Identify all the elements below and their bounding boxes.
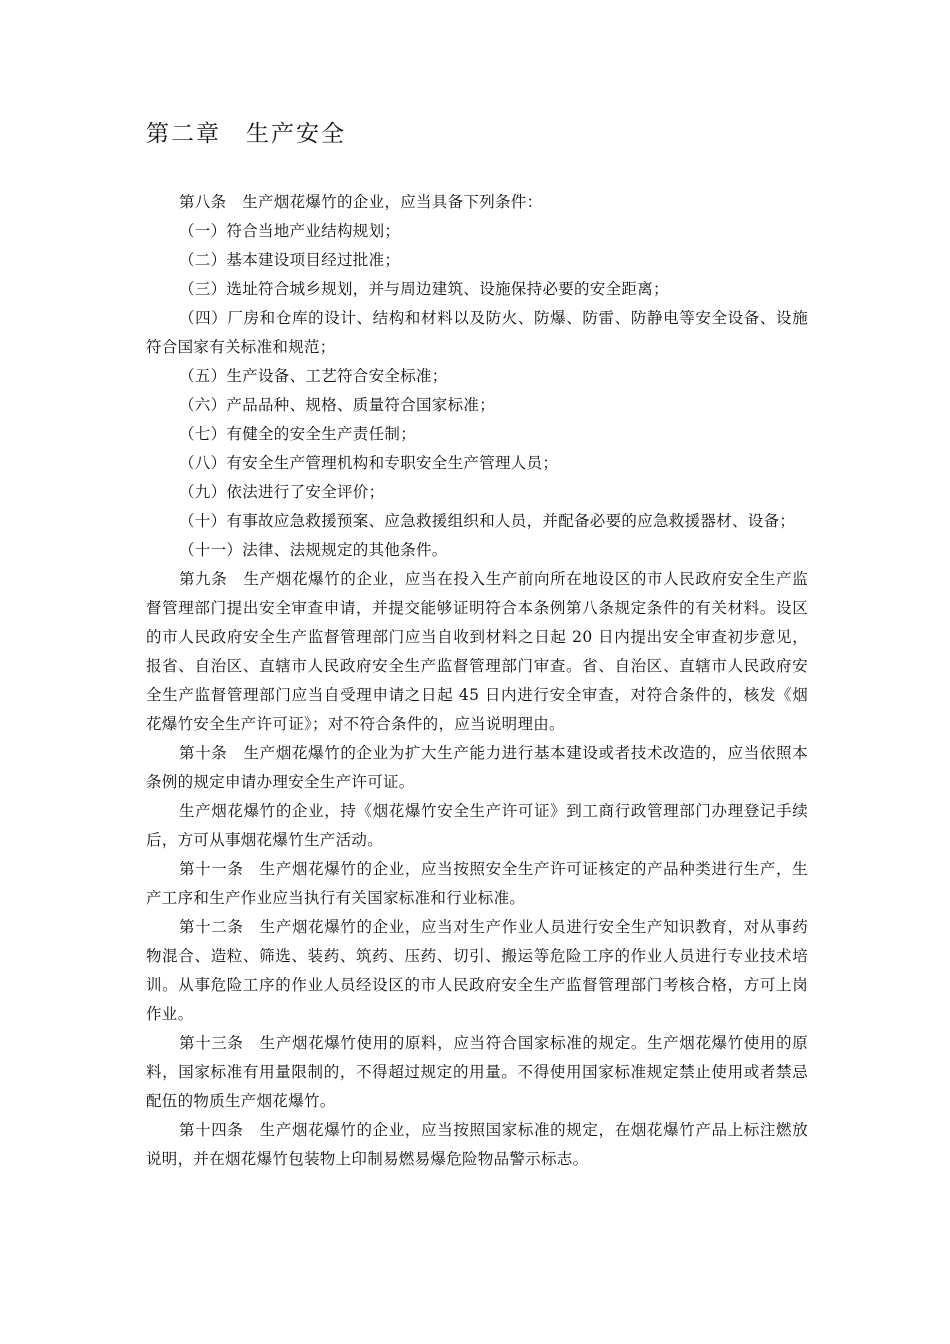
article-10-para-2: 生产烟花爆竹的企业，持《烟花爆竹安全生产许可证》到工商行政管理部门办理登记手续后，方可从事烟花爆竹生产活动。 [146,802,808,849]
chapter-body [146,188,808,1174]
article-8-item-3: （三）选址符合城乡规划，并与周边建筑、设施保持必要的安全距离； [179,280,669,298]
article-8-item-1: （一）符合当地产业结构规划； [179,222,401,240]
article-8-item-9: （九）依法进行了安全评价； [179,483,385,501]
article-8-item-4: （四）厂房和仓库的设计、结构和材料以及防火、防爆、防雷、防静电等安全设备、设施符合国家有关标准和规范； [146,309,808,356]
article-13: 第十三条 生产烟花爆竹使用的原料，应当符合国家标准的规定。生产烟花爆竹使用的原料，国家标准有用量限制的，不得超过规定的用量。不得使用国家标准规定禁止使用或者禁忌配伍的物质生产烟花爆竹。 [146,1034,808,1110]
article-8-item-11: （十一）法律、法规规定的其他条件。 [179,541,448,559]
article-14: 第十四条 生产烟花爆竹的企业，应当按照国家标准的规定，在烟花爆竹产品上标注燃放说明，并在烟花爆竹包装物上印制易燃易爆危险物品警示标志。 [146,1121,808,1168]
article-8-item-6: （六）产品品种、规格、质量符合国家标准； [179,396,496,414]
article-8-item-8: （八）有安全生产管理机构和专职安全生产管理人员； [179,454,559,472]
article-8-item-10: （十）有事故应急救援预案、应急救援组织和人员，并配备必要的应急救援器材、设备； [179,512,796,530]
article-8-intro: 第八条 生产烟花爆竹的企业，应当具备下列条件： [179,193,543,211]
article-9: 第九条 生产烟花爆竹的企业，应当在投入生产前向所在地设区的市人民政府安全生产监督管理部门提出安全审查申请，并提交能够证明符合本条例第八条规定条件的有关材料。设区的市人民政府安全生产监督管理部门应当自收到材料之日起 20 日内提出安全审查初步意见，报省、自治区、直辖市人民政府安全生产监督管理部门审查。省、自治区、直辖市人民政府安全生产监督管理部门应当自受理申请之日起 45 日内进行安全审查，对符合条件的，核发《烟花爆竹安全生产许可证》；对不符合条件的，应当说明理由。 [146,570,808,733]
article-8-item-7: （七）有健全的安全生产责任制； [179,425,417,443]
article-8-item-5: （五）生产设备、工艺符合安全标准； [179,367,448,385]
chapter-title: 第二章 生产安全 [146,121,346,147]
article-11: 第十一条 生产烟花爆竹的企业，应当按照安全生产许可证核定的产品种类进行生产，生产工序和生产作业应当执行有关国家标准和行业标准。 [146,860,808,907]
article-10-para-1: 第十条 生产烟花爆竹的企业为扩大生产能力进行基本建设或者技术改造的，应当依照本条例的规定申请办理安全生产许可证。 [146,744,808,791]
article-12: 第十二条 生产烟花爆竹的企业，应当对生产作业人员进行安全生产知识教育，对从事药物混合、造粒、筛选、装药、筑药、压药、切引、搬运等危险工序的作业人员进行专业技术培训。从事危险工序的作业人员经设区的市人民政府安全生产监督管理部门考核合格，方可上岗作业。 [146,918,808,1023]
article-8-item-2: （二）基本建设项目经过批准； [179,251,401,269]
